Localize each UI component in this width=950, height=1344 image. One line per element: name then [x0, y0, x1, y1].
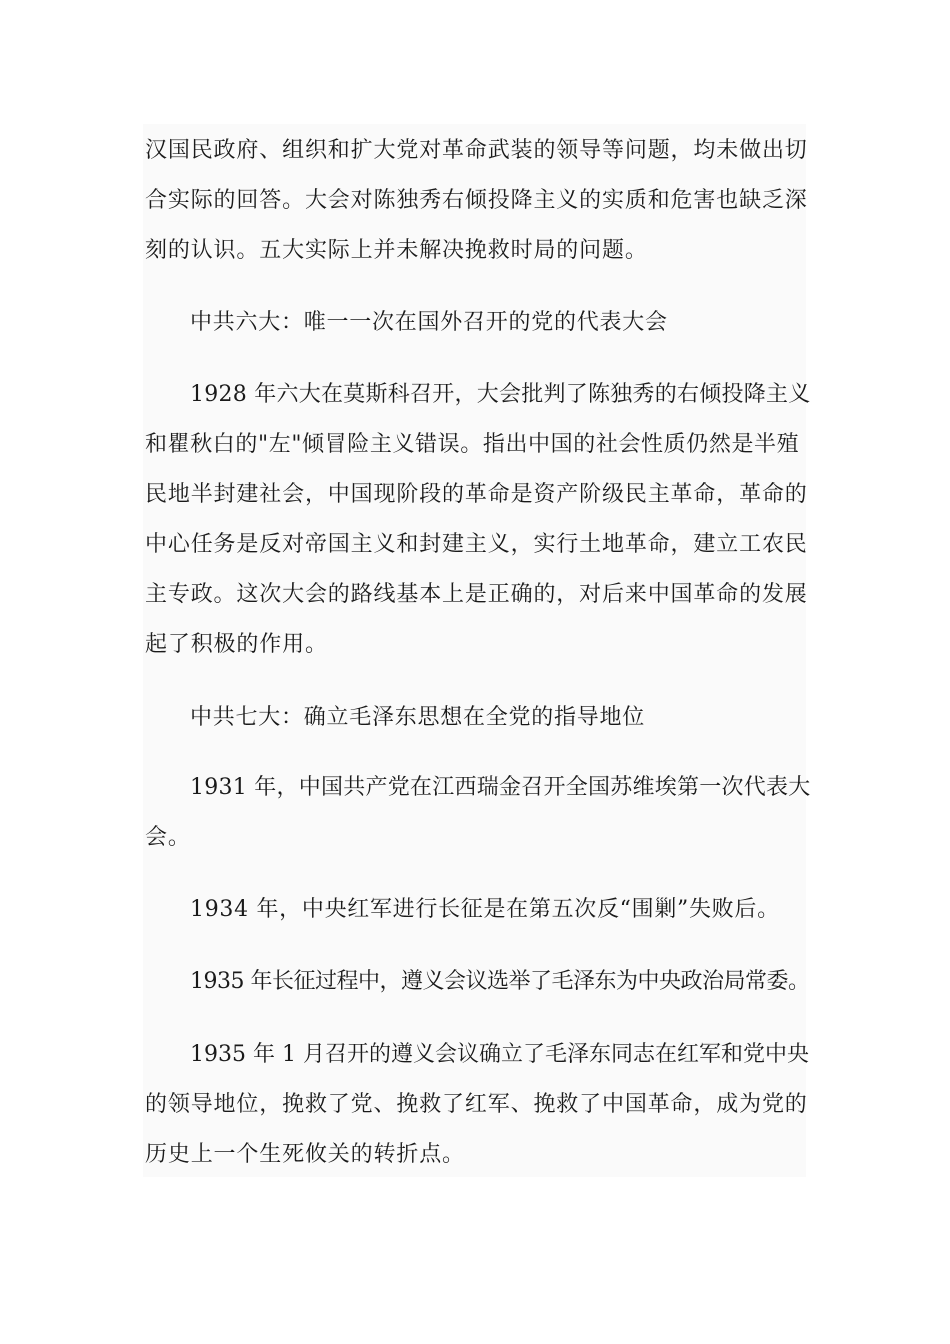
section-heading-sixth-congress: 中共六大：唯一一次在国外召开的党的代表大会	[190, 310, 668, 335]
paragraph-line: 刻的认识。五大实际上并未解决挽救时局的问题。	[145, 238, 648, 263]
paragraph-line: 起了积极的作用。	[145, 632, 328, 657]
paragraph-line: 1934 年，中央红军进行长征是在第五次反“围剿”失败后。	[190, 897, 780, 922]
paragraph-line: 1931 年，中国共产党在江西瑞金召开全国苏维埃第一次代表大	[190, 775, 811, 800]
paragraph-line: 会。	[145, 825, 191, 850]
paragraph-line: 主专政。这次大会的路线基本上是正确的，对后来中国革命的发展	[145, 582, 808, 607]
paragraph-line: 中心任务是反对帝国主义和封建主义，实行土地革命，建立工农民	[145, 532, 808, 557]
paragraph-line: 的领导地位，挽救了党、挽救了红军、挽救了中国革命，成为党的	[145, 1092, 808, 1117]
paragraph-line: 1928 年六大在莫斯科召开，大会批判了陈独秀的右倾投降主义	[190, 382, 811, 407]
paragraph-line: 汉国民政府、组织和扩大党对革命武装的领导等问题，均未做出切	[145, 138, 808, 163]
paragraph-line: 1935 年长征过程中，遵义会议选举了毛泽东为中央政治局常委。	[190, 969, 810, 994]
section-heading-seventh-congress: 中共七大：确立毛泽东思想在全党的指导地位	[190, 705, 646, 730]
paragraph-line: 民地半封建社会，中国现阶段的革命是资产阶级民主革命，革命的	[145, 482, 808, 507]
paragraph-line: 1935 年 1 月召开的遵义会议确立了毛泽东同志在红军和党中央	[190, 1042, 809, 1067]
paragraph-line: 和瞿秋白的"左"倾冒险主义错误。指出中国的社会性质仍然是半殖	[145, 432, 800, 457]
paragraph-line: 历史上一个生死攸关的转折点。	[145, 1142, 465, 1167]
paragraph-line: 合实际的回答。大会对陈独秀右倾投降主义的实质和危害也缺乏深	[145, 188, 808, 213]
